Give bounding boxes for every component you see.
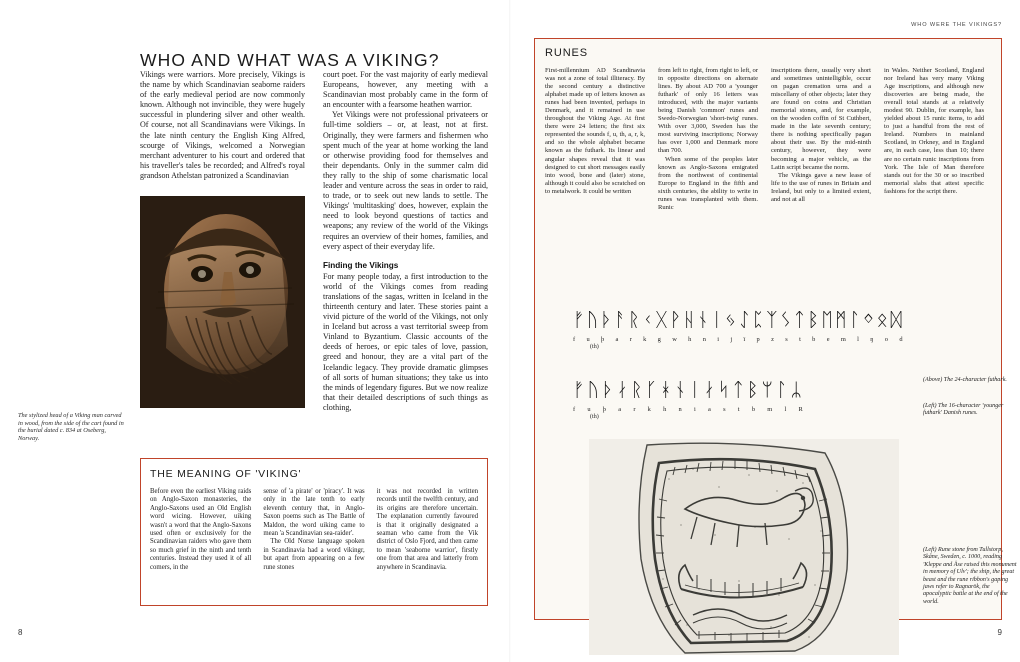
translit-letter: h xyxy=(688,336,692,343)
paragraph: The Vikings gave a new lease of life to the use of runes in Britain and Ireland, but only to a limited extent, and not at all xyxy=(771,171,871,203)
translit-letter: b xyxy=(812,336,816,343)
rune: ᛒ xyxy=(747,379,760,401)
folio-right: 9 xyxy=(997,628,1002,637)
meaning-of-viking-box xyxy=(140,458,488,606)
futhark-24-caption: (Above) The 24-character futhark. xyxy=(923,377,1007,383)
rune: ᛏ xyxy=(793,309,807,331)
rune: ᛇ xyxy=(738,309,751,331)
rune: ᛦ xyxy=(790,379,803,401)
panel-title: RUNES xyxy=(545,47,589,59)
rune: ᛚ xyxy=(776,379,789,401)
runes-columns xyxy=(545,67,991,212)
rune: ᚹ xyxy=(669,309,682,331)
translit-letter: h xyxy=(663,406,667,413)
rune: ᛏ xyxy=(732,379,745,401)
translit-letter: f xyxy=(573,406,576,413)
rune: ᛈ xyxy=(752,309,765,331)
futhark-16-th-note: (th) xyxy=(590,414,599,420)
translit-letter: t xyxy=(799,336,802,343)
rune: ᛘ xyxy=(761,379,774,401)
rune: ᚱ xyxy=(628,309,641,331)
runes-column-1 xyxy=(545,67,645,212)
rune: ᚦ xyxy=(600,309,613,331)
rune: ᚼ xyxy=(660,379,673,401)
translit-letter: u xyxy=(586,336,590,343)
rune: ᚺ xyxy=(683,309,696,331)
left-column-2 xyxy=(323,70,488,413)
translit-letter: n xyxy=(702,336,707,343)
rune: ᛜ xyxy=(862,309,876,331)
rune: ᚢ xyxy=(587,379,600,401)
photo-caption: The stylized head of a Viking man carved in wood, from the side of the cart found in the burial dated c. 834 at Oseberg, Norway. xyxy=(18,412,124,442)
translit-letter: r xyxy=(629,336,633,343)
paragraph: For many people today, a first introduction to the world of the Vikings comes from reading translations of the sagas, written in Iceland in the thirteenth century and later. These stories paint a vivid picture of the world of the Vikings, not only in Iceland but across a vast territorial sweep from Vinland to Byzantium. Classic accounts of the deeds of heroes, or epic tales of love, passion, greed and honour, they are a vital part of the Icelandic legacy. They provide dramatic glimpses of all sorts of human situations; they take us into the minds of legendary figures. But we now realize that their detailed descriptions of such things as clothing, xyxy=(323,271,488,412)
rune: ᛚ xyxy=(848,309,862,331)
box-columns xyxy=(150,488,478,572)
rune: ᛅ xyxy=(616,379,629,401)
paragraph: it was not recorded in written records until the twelfth century, and its origins are therefore uncertain. The explanation currently favoured is that it originally designated a seaman who came from the Vik district of Oslo Fjord, and then came to mean 'seaborne warrior', firstly one from that area and latterly from anywhere in Scandinavia. xyxy=(376,488,478,571)
rune: ᚾ xyxy=(674,379,687,401)
futhark-24-th-note: (th) xyxy=(590,344,599,350)
rune: ᚾ xyxy=(697,309,710,331)
rune: ᚠ xyxy=(573,309,586,331)
futhark-24-transliteration xyxy=(573,336,903,343)
rune: ᛃ xyxy=(724,309,738,331)
translit-letter: u xyxy=(587,406,591,413)
rune: ᚴ xyxy=(645,379,658,401)
paragraph: from left to right, from right to left, or in opposite directions on alternate lines. By about AD 700 a 'younger futhark' of only 16 letters was introduced, with the major variants being Danish 'common' runes and Swedo-Norwegian 'short-twig' runes. With over 3,000, Sweden has the most surviving inscriptions; Norway has over 1,000 and Denmark more than 700. xyxy=(658,67,758,155)
paragraph: The Old Norse language spoken in Scandinavia had a word vikingr, but apart from appearing on a few rune stones xyxy=(263,538,365,571)
translit-letter: l xyxy=(784,406,787,413)
rune: ᚨ xyxy=(614,309,627,331)
translit-letter: o xyxy=(884,336,889,343)
rune: ᛁ xyxy=(689,379,702,401)
rune: ᚦ xyxy=(602,379,615,401)
page-title: WHO AND WHAT WAS A VIKING? xyxy=(140,49,440,70)
translit-letter: w xyxy=(672,336,678,343)
translit-letter: i xyxy=(717,336,720,343)
paragraph: court poet. For the vast majority of early medieval Europeans, however, any meeting with a Scandinavian most probably came in the form of an encounter with a fearsome heathen warrior. xyxy=(323,70,488,110)
translit-letter: f xyxy=(573,336,576,343)
futhark-16-transliteration xyxy=(573,406,803,413)
translit-letter: i xyxy=(693,406,696,413)
rune: ᛗ xyxy=(835,309,848,331)
paragraph: When some of the peoples later known as Anglo-Saxons emigrated from the northwest of continental Europe to England in the fifth and sixth centuries, the ability to write in runes was transplanted with them. Runic xyxy=(658,155,758,211)
rune: ᛒ xyxy=(807,309,820,331)
rune: ᛊ xyxy=(779,309,793,331)
runes-panel xyxy=(534,38,1017,620)
translit-letter: s xyxy=(723,406,726,413)
futhark-16-runes xyxy=(573,379,803,401)
box-column-2 xyxy=(263,488,364,572)
paragraph: in Wales. Neither Scotland, England nor Ireland has very many Viking Age inscriptions, and although new discoveries are being made, the overall total stands at a relatively modest 90. Dublin, for example, has yielded about 15 runic items, to add to just a handful from the rest of Ireland. Numbers in mainland Scotland, in Orkney, and in England are, in each case, less than 10; there are no certain runic inscriptions from York. The Isle of Man therefore stands out for the 30 or so inscribed memorial slabs that attest specific fashions for the script there. xyxy=(884,67,984,195)
rune: ᛋ xyxy=(718,379,731,401)
translit-letter: þ xyxy=(600,336,605,343)
translit-letter: R xyxy=(798,406,803,413)
rune: ᚷ xyxy=(655,309,669,331)
box-column-1 xyxy=(150,488,251,572)
translit-letter: ŋ xyxy=(870,336,874,343)
subheading-finding-the-vikings: Finding the Vikings xyxy=(323,260,399,270)
rune: ᚱ xyxy=(631,379,644,401)
rune: ᛟ xyxy=(876,309,889,331)
translit-letter: p xyxy=(756,336,760,343)
runes-column-2 xyxy=(658,67,758,212)
paragraph: Before even the earliest Viking raids on Anglo-Saxon monasteries, the Anglo-Saxons used an Old English word wicing. However, uiking wasn't a word that the Anglo-Saxons used often or exclusively for the Scandinavian raiders who gave them so much grief in the ninth and tenth centuries. Instead they used it of all comers, in the xyxy=(150,488,252,571)
paragraph: inscriptions there, usually very short and sometimes unintelligible, occur on pagan cremation urns and a miscellany of other objects; later they are found on coins and Christian memorial stones, and, for example, on the wooden coffin of St Cuthbert, made in the late seventh century; there is nothing specifically pagan about their use. By the mid-ninth century, however, they were becoming a major vehicle, as the Latin script became the norm. xyxy=(771,67,871,171)
translit-letter: t xyxy=(737,406,740,413)
rune: ᛞ xyxy=(890,309,903,331)
rune-stone-caption: (Left) Rune stone from Tullstorp, Skåne, Sweden, c. 1000, reading 'Kleppe and Åse raised this monument in memory of Ulv'; the ship, the great beast and the rune ribbon's gaping jaws refer to Ragnarök, the apocalyptic battle at the end of the world. xyxy=(923,547,1017,605)
box-title: THE MEANING OF 'VIKING' xyxy=(150,468,302,480)
rune-stone-illustration xyxy=(589,439,899,655)
box-column-3 xyxy=(377,488,478,572)
translit-letter: k xyxy=(643,336,647,343)
translit-letter: a xyxy=(618,406,622,413)
translit-letter: a xyxy=(708,406,712,413)
futhark-24-runes xyxy=(573,309,903,331)
rune: ᛅ xyxy=(703,379,716,401)
translit-letter: z xyxy=(771,336,775,343)
running-head: WHO WERE THE VIKINGS? xyxy=(911,22,1002,28)
translit-letter: d xyxy=(899,336,903,343)
rune: ᛉ xyxy=(766,309,779,331)
rune: ᛖ xyxy=(821,309,834,331)
rune: ᚢ xyxy=(586,309,600,331)
runes-column-3 xyxy=(771,67,871,212)
translit-letter: þ xyxy=(602,406,607,413)
rune-stone-drawing xyxy=(589,439,899,655)
translit-letter: ï xyxy=(743,336,746,343)
viking-head-photo xyxy=(140,196,305,408)
paragraph: sense of 'a pirate' or 'piracy'. It was only in the late tenth to early eleventh century that, in Anglo-Saxon poems such as The Battle of Maldon, the word uiking came to mean 'a Scandinavian sea-raider'. xyxy=(263,488,365,538)
rune: ᚲ xyxy=(641,309,655,331)
translit-letter: g xyxy=(657,336,662,343)
folio-left: 8 xyxy=(18,628,23,637)
translit-letter: n xyxy=(678,406,682,413)
translit-letter: l xyxy=(857,336,860,343)
futhark-16-caption: (Left) The 16-character 'younger futhark' Danish runes. xyxy=(923,403,1004,417)
runes-column-4 xyxy=(884,67,984,212)
paragraph: First-millennium AD Scandinavia was not a zone of total illiteracy. By the second century a distinctive alphabet made up of letters known as runes had been invented, perhaps in Denmark, and it remained in use throughout the Viking Age. At first there were 24 letters; the first six represented the sounds f, u, th, a, r, k, and so the whole alphabet became known as the futhark. Its linear and angular shapes reveal that it was designed to cut short messages easily into wood, bone and (later) stone, although it could also be scratched on to metalwork. It could be written xyxy=(545,67,645,195)
viking-head-illustration xyxy=(140,196,305,408)
right-page xyxy=(510,0,1020,662)
rune: ᚠ xyxy=(573,379,586,401)
translit-letter: b xyxy=(751,406,756,413)
paragraph: Vikings were warriors. More precisely, Vikings is the name by which Scandinavian seaborne raiders of the early medieval period are now commonly known. Although not invincible, they were hugely successful in plundering silver and other wealth. Of course, not all Scandinavians were Vikings. In the late ninth century the English King Alfred, scourge of Vikings, welcomed a Norwegian merchant adventurer to his court and ordered that his traveller's tales be recorded; and Alfred's royal grandson Athelstan patronized a Scandinavian xyxy=(140,70,305,180)
translit-letter: r xyxy=(633,406,636,413)
translit-letter: s xyxy=(785,336,788,343)
translit-letter: m xyxy=(840,336,847,343)
translit-letter: e xyxy=(826,336,830,343)
translit-letter: m xyxy=(767,406,773,413)
translit-letter: k xyxy=(647,406,652,413)
paragraph: Yet Vikings were not professional privateers or full-time soldiers – or, at least, not at first. Originally, they were farmers and fishermen who spent much of the year at home working the land or otherwise providing food for themselves and their dependants. Only in the summer calm did they rally to the ship of some charismatic local leader and venture across the seas in order to raid, to trade, or to seek out new lands to settle. The Vikings' 'multitasking' does, however, explain the need to look beyond questions of tactics and weapons; any review of the world of the Vikings requires an overview of their homes, families, and every aspect of their everyday life. xyxy=(323,110,488,251)
translit-letter: j xyxy=(730,336,733,343)
translit-letter: a xyxy=(615,336,619,343)
rune: ᛁ xyxy=(710,309,724,331)
